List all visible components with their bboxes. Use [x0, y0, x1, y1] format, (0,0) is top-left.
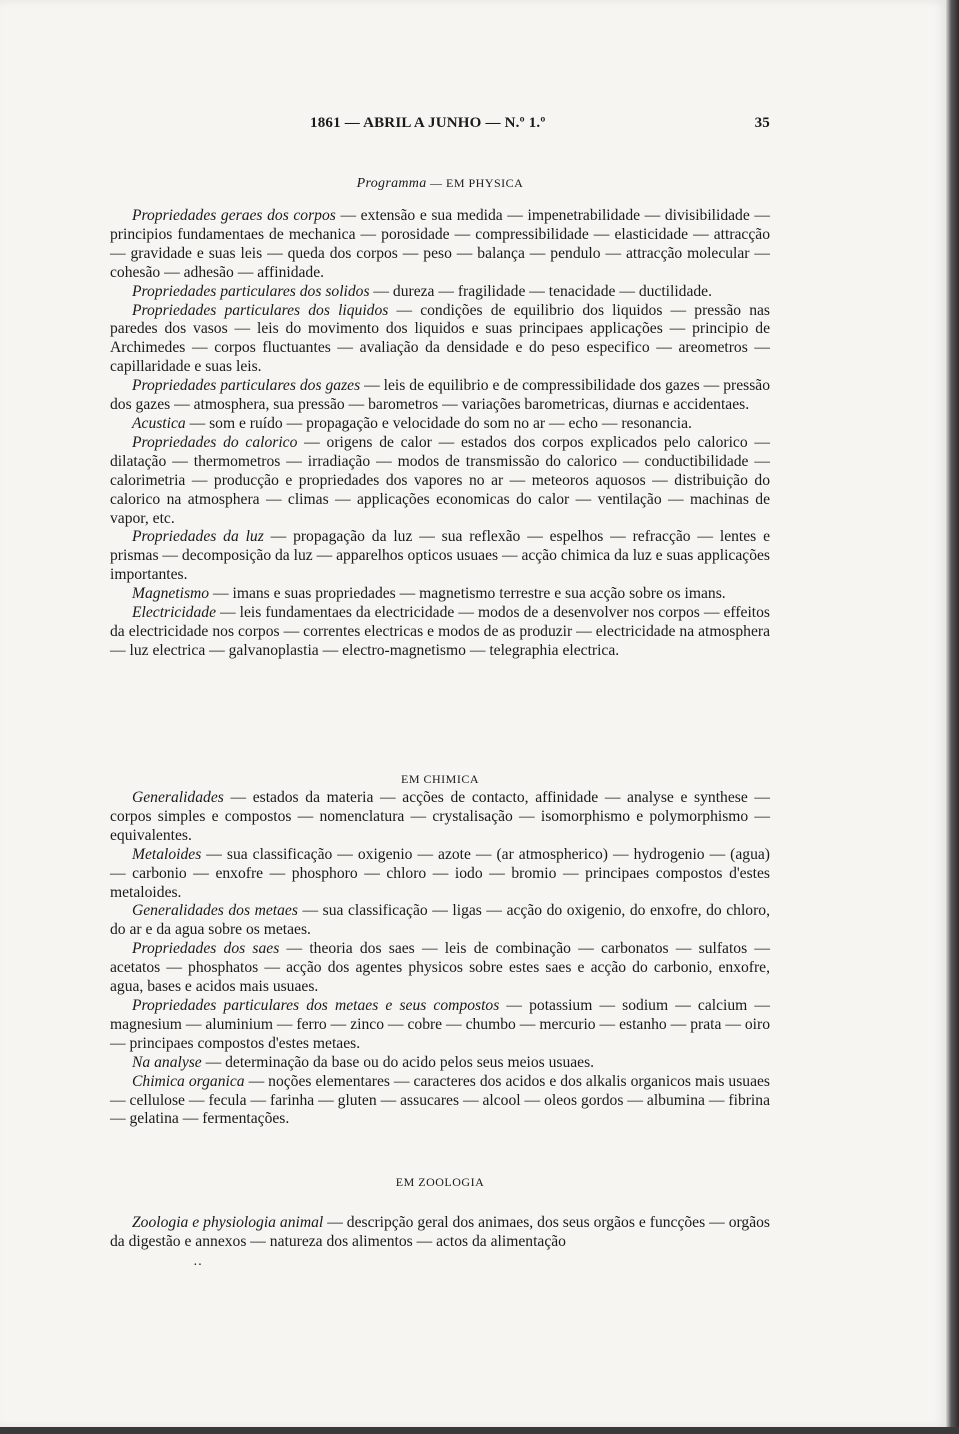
- paragraph-text: — noções elementares — caracteres dos acidos e dos alkalis organicos mais usuaes — cellulose — fecula — farinha — gluten — assucares — alcool — oleos gordos — albumina — fibrina — gelatina — fermentações.: [110, 1072, 770, 1128]
- paragraph-text: — imans e suas propriedades — magnetismo terrestre e sua acção sobre os imans.: [209, 585, 726, 603]
- paragraph: [110, 604, 770, 661]
- paragraph: [110, 207, 770, 283]
- section-body-chimica: [110, 789, 770, 1129]
- paragraph-text: — condições de equilibrio dos liquidos — pressão nas paredes dos vasos — leis do movimento dos liquidos e suas principaes applicações — principio de Archimedes — corpos fluctuantes — avaliação da densidade e do peso especifico — areometros — capillaridade e suas leis.: [110, 301, 770, 376]
- paragraph-text: — leis fundamentaes da electricidade — modos de a desenvolver nos corpos — effeitos da electricidade nos corpos — correntes electricas e modos de as produzir — electricidade na atmosphera — luz electrica — galvanoplastia — electro-magnetismo — telegraphia electrica.: [110, 604, 770, 659]
- paragraph: [110, 789, 770, 846]
- paragraph: [110, 377, 770, 415]
- paragraph-topic: Acustica: [132, 414, 186, 432]
- paragraph-topic: Zoologia e physiologia animal: [132, 1214, 324, 1231]
- paragraph: [110, 846, 770, 903]
- section-body-physica: [110, 207, 770, 661]
- paragraph-text: — determinação da base ou do acido pelos seus meios usuaes.: [201, 1053, 595, 1071]
- paragraph-topic: Propriedades particulares dos liquidos: [132, 301, 389, 319]
- paragraph: [110, 283, 770, 302]
- paragraph-text: — origens de calor — estados dos corpos explicados pelo calorico — dilatação — thermometros — irradiação — modos de transmissão do calorico — conductibilidade — calorimetria — producção e propriedades dos vapores no ar — meteoros aquosos — distribuição do calorico na atmosphera — climas — applicações economicas do calor — ventilação — machinas de vapor, etc.: [110, 433, 770, 527]
- page-header: [110, 115, 770, 137]
- paragraph-topic: Generalidades dos metaes: [132, 902, 298, 920]
- paragraph: [110, 997, 770, 1054]
- paragraph-topic: Propriedades dos saes: [132, 940, 280, 958]
- decorative-dots: ··: [193, 1258, 203, 1273]
- paragraph: [110, 1054, 770, 1073]
- paragraph-text: — dureza — fragilidade — tenacidade — ductilidade.: [369, 282, 713, 300]
- paragraph: [110, 1214, 770, 1252]
- paragraph-text: — propagação da luz — sua reflexão — espelhos — refracção — lentes e prismas — decomposição da luz — apparelhos opticos usuaes — acção chimica da luz e suas applicações importantes.: [110, 528, 770, 584]
- paragraph: [110, 1073, 770, 1130]
- section-title-suffix: — EM PHYSICA: [430, 176, 524, 190]
- paragraph: [110, 585, 770, 604]
- paragraph: [110, 940, 770, 997]
- section-body-zoologia: [110, 1214, 770, 1252]
- paragraph-topic: Propriedades particulares dos metaes e seus compostos: [132, 996, 500, 1014]
- paragraph-text: — sua classificação — oxigenio — azote — (ar atmospherico) — hydrogenio — (agua) — carbonio — enxofre — phosphoro — chloro — iodo — bromio — principaes compostos d'estes metaloides.: [110, 845, 770, 901]
- section-title-zoologia: EM ZOOLOGIA: [395, 1175, 485, 1189]
- paragraph-topic: Propriedades do calorico: [132, 433, 298, 451]
- paragraph-topic: Metaloides: [132, 845, 202, 863]
- paragraph-topic: Electricidade: [132, 604, 216, 622]
- paragraph-topic: Na analyse: [132, 1053, 202, 1071]
- paragraph-topic: Generalidades: [132, 789, 224, 806]
- paragraph-text: — estados da materia — acções de contacto, affinidade — analyse e synthese — corpos simples e compostos — nomenclatura — crystalisação — isomorphismo e polymorphismo — equivalentes.: [110, 789, 770, 844]
- paragraph: [110, 902, 770, 940]
- paragraph-text: — leis de equilibrio e de compressibilidade dos gazes — pressão dos gazes — atmosphera, sua pressão — barometros — variações barometricas, diurnas e accidentaes.: [110, 377, 770, 414]
- paragraph-topic: Propriedades geraes dos corpos: [132, 207, 336, 224]
- section-title-physica: [110, 176, 770, 192]
- section-title-prefix: Programma: [356, 176, 427, 191]
- paragraph-text: — theoria dos saes — leis de combinação — carbonatos — sulfatos — acetatos — phosphatos — acção dos agentes physicos sobre estes saes e acção do carbonio, enxofre, agua, bases e acidos mais usuaes.: [110, 940, 770, 996]
- paragraph-topic: Chimica organica: [132, 1072, 245, 1090]
- paragraph-text: — som e ruído — propagação e velocidade do som no ar — echo — resonancia.: [185, 414, 692, 432]
- paragraph-topic: Magnetismo: [132, 585, 210, 603]
- paragraph: [110, 434, 770, 529]
- paragraph: [110, 528, 770, 585]
- paragraph-topic: Propriedades da luz: [132, 528, 264, 546]
- section-title-chimica: EM CHIMICA: [400, 772, 479, 786]
- page-bottom-edge: [0, 1427, 959, 1434]
- paragraph-topic: Propriedades particulares dos solidos: [132, 282, 370, 300]
- paragraph: [110, 302, 770, 378]
- paragraph-text: — extensão e sua medida — impenetrabilidade — divisibilidade — principios fundamentaes de mechanica — porosidade — compressibilidade — elasticidade — attracção — gravidade e suas leis — queda dos corpos — peso — balança — pendulo — attracção molecular — cohesão — adhesão — affinidade.: [110, 207, 770, 281]
- paragraph-text: — sua classificação — ligas — acção do oxigenio, do enxofre, do chloro, do ar e da agua sobre os metaes.: [110, 902, 770, 939]
- paragraph-topic: Propriedades particulares dos gazes: [132, 377, 361, 395]
- paragraph-text: — descripção geral dos animaes, dos seus orgãos e funcções — orgãos da digestão e annexos — natureza dos alimentos — actos da alimentação: [110, 1214, 770, 1250]
- paragraph: [110, 415, 770, 434]
- page-right-edge: [946, 0, 959, 1434]
- paragraph-text: — potassium — sodium — calcium — magnesium — aluminium — ferro — zinco — cobre — chumbo — mercurio — estanho — prata — oiro — principaes compostos d'estes metaes.: [110, 996, 770, 1052]
- running-head: 1861 — ABRIL A JUNHO — N.º 1.º: [310, 115, 546, 131]
- page-number: 35: [754, 115, 770, 131]
